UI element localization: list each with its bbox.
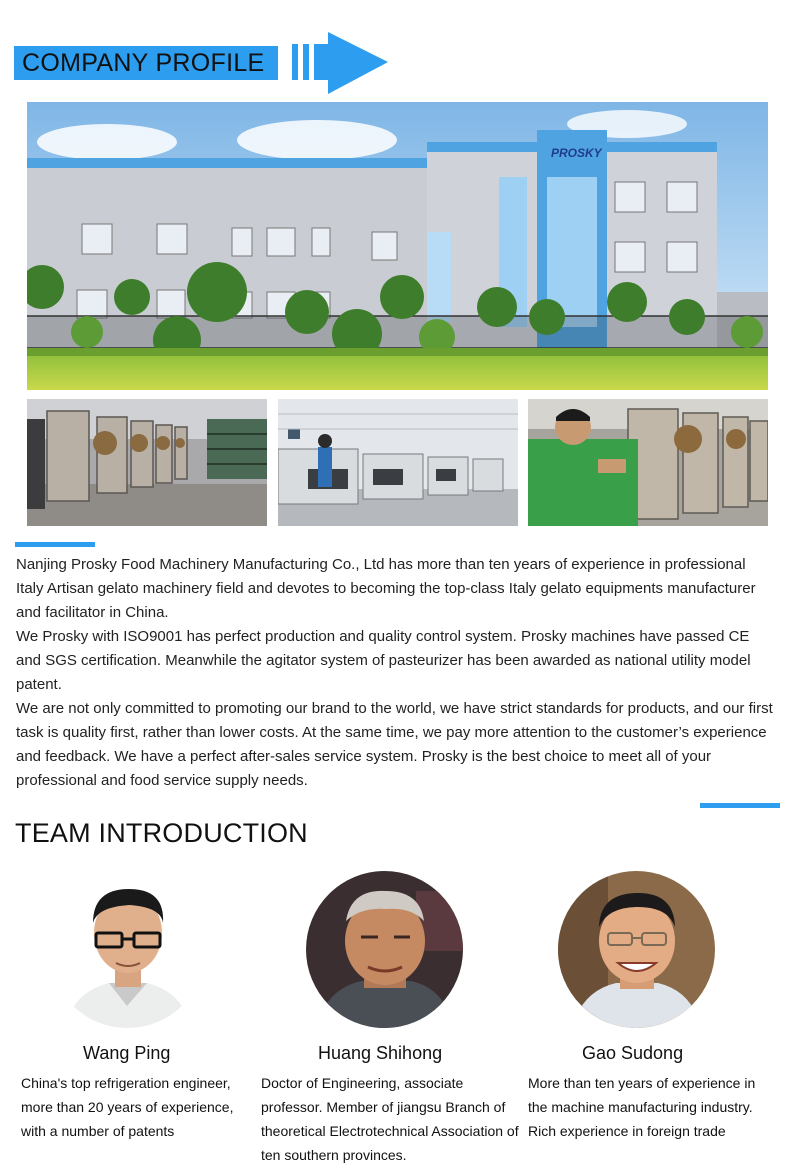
member-name: Huang Shihong	[318, 1043, 443, 1063]
avatar	[306, 871, 463, 1028]
member-name: Gao Sudong	[582, 1043, 684, 1063]
section-divider	[700, 803, 780, 808]
arrow-right-icon	[290, 30, 390, 96]
member-name: Wang Ping	[83, 1043, 171, 1063]
member-description: China's top refrigeration engineer, more than 20 years of experience, with a number of patents	[21, 1075, 234, 1139]
worker-assembly-photo	[528, 399, 768, 526]
profile-paragraph: Nanjing Prosky Food Machinery Manufacturing Co., Ltd has more than ten years of experience in professional Italy Artisan gelato machinery field and devotes to becoming the top-class Italy gelato equipments manufacturer and facilitator in China.	[16, 556, 756, 621]
factory-building-photo	[27, 102, 768, 390]
profile-paragraph: We are not only committed to promoting our brand to the world, we have strict standards for products, and our first task is quality first, rather than lower costs. At the same time, we pay more attention to the customer’s experience and feedback. We have a perfect after-sales service system. Prosky is the best choice to meet all of your professional and food service supply needs.	[16, 700, 773, 789]
avatar	[49, 871, 206, 1028]
profile-paragraph: We Prosky with ISO9001 has perfect production and quality control system. Prosky machines have passed CE and SGS certification. Meanwhile the agitator system of pasteurizer has been awarded as national utility model patent.	[16, 628, 751, 693]
machine-line-photo	[27, 399, 267, 526]
team-introduction-title: TEAM INTRODUCTION	[15, 818, 308, 848]
avatar	[558, 871, 715, 1028]
member-description: Doctor of Engineering, associate professor. Member of jiangsu Branch of theoretical Electrotechnical Association of ten southern provinces.	[261, 1075, 519, 1163]
section-divider	[15, 542, 95, 547]
member-description: More than ten years of experience in the machine manufacturing industry. Rich experience in foreign trade	[528, 1075, 756, 1139]
building-sign: PROSKY	[551, 146, 602, 160]
company-profile-text	[16, 553, 774, 793]
section-header-company-profile	[14, 30, 394, 96]
cnc-workshop-photo	[278, 399, 518, 526]
company-profile-title: COMPANY PROFILE	[14, 46, 278, 80]
